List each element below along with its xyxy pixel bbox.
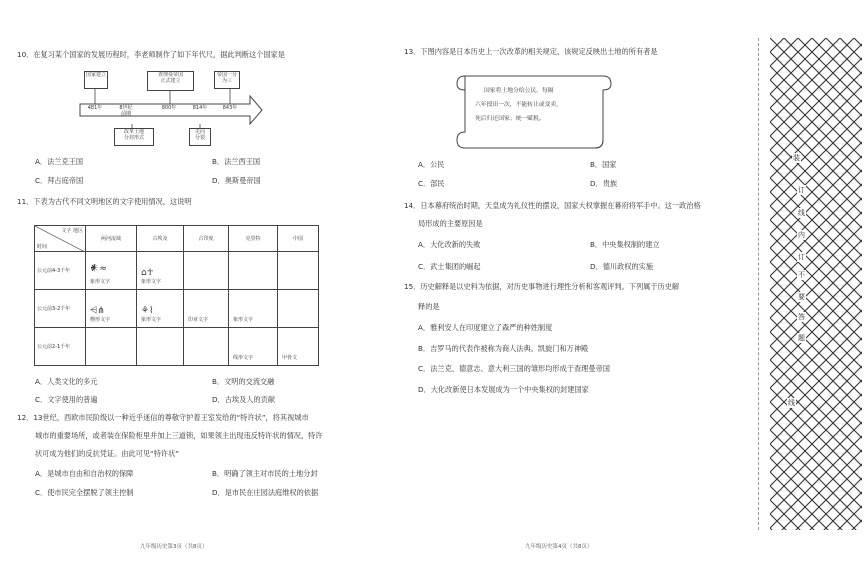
writing-table bbox=[34, 225, 319, 366]
q10-option-d: D．奥斯曼帝国 bbox=[212, 176, 261, 185]
header-cell: 古埃及 bbox=[137, 226, 184, 252]
q13-option-b: B．国家 bbox=[590, 160, 617, 169]
q12-line: 城市的重要场所，或者装在保险柜里并加上三道锁，如果领主出现违反特许状的情况，特许 bbox=[35, 431, 323, 440]
event-box-top: 国家建立 bbox=[84, 71, 108, 89]
script-cell: ⌂☥ 象形文字 bbox=[137, 252, 184, 290]
seal-char: 要 bbox=[798, 293, 805, 301]
binding-strip-pattern bbox=[770, 38, 862, 530]
script-cell: ⚘⌇ 象形文字 bbox=[137, 290, 184, 328]
year-label: 8世纪 前期 bbox=[119, 105, 133, 117]
q10-option-a: A．法兰克王国 bbox=[35, 157, 84, 166]
script-cell: 印章文字 bbox=[184, 290, 229, 328]
q12-option-c: C．使市民完全摆脱了领主控制 bbox=[35, 488, 134, 497]
scroll-text-line: 六年授田一次，不能转让或变卖， bbox=[475, 102, 562, 108]
q15-option-c: C．法兰克、德意志、意大利三国的雏形均形成于查理曼帝国 bbox=[418, 364, 610, 373]
script-cell bbox=[229, 252, 278, 290]
time-cell: 公元前3-2千年 bbox=[35, 290, 86, 328]
table-corner-cell bbox=[35, 226, 86, 252]
header-cell: 古印度 bbox=[184, 226, 229, 252]
header-region-label: 文字 地区 bbox=[61, 228, 83, 234]
q11-option-d: D．古埃及人的贡献 bbox=[212, 395, 276, 404]
seal-char: 答 bbox=[798, 313, 805, 321]
q15-option-d: D．大化改新使日本发展成为一个中央集权的封建国家 bbox=[418, 385, 589, 394]
script-cell: 𒀭≈ 象形文字 bbox=[86, 252, 137, 290]
table-row bbox=[35, 328, 319, 366]
q12-option-d: D．是市民在庄园法庭维权的依据 bbox=[212, 488, 319, 497]
scroll-text-line: 死后归还国家；统一赋税。 bbox=[475, 116, 545, 122]
table-row bbox=[35, 290, 319, 328]
q15-option-a: A．雅利安人在印度建立了森严的种姓制度 bbox=[418, 323, 553, 332]
script-cell bbox=[278, 252, 319, 290]
binding-line bbox=[758, 38, 760, 530]
event-box-top: 帝国一分为三 bbox=[214, 71, 240, 89]
event-box-top: 查理曼帝国 正式建立 bbox=[147, 71, 194, 91]
year-label: 800年 bbox=[161, 105, 177, 111]
script-cell: ⩤⋔ 楔形文字 bbox=[86, 290, 137, 328]
footer-left: 九年级历史第3页（共8页） bbox=[140, 544, 208, 550]
script-cell bbox=[184, 252, 229, 290]
q12-line: 12．13世纪，西欧市民阶级以一种近乎迷信的尊敬守护着王室发给的“特许状”，将其视城市 bbox=[17, 413, 309, 422]
q11-stem: 11．下表为古代不同文明地区的文字使用情况，这说明 bbox=[17, 197, 192, 206]
scroll-text-line: 国家将土地分给公民，每隔 bbox=[484, 88, 554, 94]
seal-char: 线 bbox=[798, 209, 805, 217]
script-cell: 甲骨文 bbox=[278, 328, 319, 366]
seal-char: 装 bbox=[793, 154, 800, 162]
event-box-bottom: 走向 分裂 bbox=[189, 128, 211, 146]
time-cell: 公元前2-1千年 bbox=[35, 328, 86, 366]
q12-option-b: B．明确了领主对市民的土地分封 bbox=[212, 469, 318, 478]
script-cell bbox=[278, 290, 319, 328]
hieroglyph-glyph-icon: ⌂☥ bbox=[141, 268, 154, 278]
seal-char: 不 bbox=[798, 271, 805, 279]
year-label: 814年 bbox=[192, 105, 208, 111]
q14-option-c: C．武士集团的崛起 bbox=[418, 262, 481, 271]
seal-char: 订 bbox=[798, 253, 805, 261]
q10-option-b: B．法兰西王国 bbox=[212, 157, 261, 166]
q11-option-b: B．文明的交流交融 bbox=[212, 377, 275, 386]
q11-option-c: C．文字使用的普遍 bbox=[35, 395, 98, 404]
q14-option-a: A．大化改新的失败 bbox=[418, 240, 481, 249]
scroll-image bbox=[455, 70, 615, 152]
q15-line: 释的是 bbox=[418, 302, 440, 311]
q12-line: 状可成为他们的反抗凭证。由此可见“特许状” bbox=[35, 449, 180, 458]
bird-glyph-icon: ⚘⌇ bbox=[141, 306, 154, 316]
script-cell bbox=[86, 328, 137, 366]
header-cell: 两河流域 bbox=[86, 226, 137, 252]
script-cell: 象形文字 bbox=[229, 290, 278, 328]
q13-stem: 13．下图内容是日本历史上一次改革的相关规定，该规定反映出土地的所有者是 bbox=[404, 47, 658, 56]
script-cell bbox=[184, 328, 229, 366]
q15-line: 15．历史解释是以史料为依据，对历史事物进行理性分析和客观评判。下列属于历史解 bbox=[404, 282, 680, 291]
cuneiform-glyph-icon: 𒀭≈ bbox=[90, 264, 107, 274]
year-label: 481年 bbox=[87, 105, 103, 111]
header-time-label: 时间 bbox=[37, 244, 48, 250]
table-row bbox=[35, 252, 319, 290]
wedge-glyph-icon: ⩤⋔ bbox=[90, 306, 105, 316]
q14-line: 局形成的主要原因是 bbox=[418, 219, 483, 228]
q14-line: 14．日本幕府统治时期，天皇成为礼仪性的摆设，国家大权掌握在幕府将军手中。这一政治格 bbox=[404, 201, 701, 210]
event-box-bottom: 改革土地 分封形式 bbox=[114, 128, 154, 146]
q15-option-b: B．吉罗马的代表作被称为商人法典。凯旋门和万神殿 bbox=[418, 344, 589, 353]
q10-stem: 10．在复习某个国家的发展历程时，李老师制作了如下年代尺，据此判断这个国家是 bbox=[17, 50, 285, 59]
q11-option-a: A．人类文化的多元 bbox=[35, 377, 98, 386]
q10-option-c: C．拜占庭帝国 bbox=[35, 176, 84, 185]
q13-option-a: A．公民 bbox=[418, 160, 445, 169]
script-cell: 线形文字 bbox=[229, 328, 278, 366]
seal-char: 内 bbox=[798, 231, 805, 239]
seal-char: 题 bbox=[798, 334, 805, 342]
seal-char: 订 bbox=[798, 186, 805, 194]
seal-char: 线 bbox=[788, 399, 795, 407]
header-cell: 克里特 bbox=[229, 226, 278, 252]
q13-option-d: D．贵族 bbox=[590, 179, 618, 188]
q13-option-c: C．部民 bbox=[418, 179, 445, 188]
footer-right: 九年级历史第4页（共8页） bbox=[525, 544, 593, 550]
q12-option-a: A．是城市自由和自治权的保障 bbox=[35, 469, 134, 478]
q14-option-b: B．中央集权制的建立 bbox=[590, 240, 660, 249]
year-label: 843年 bbox=[222, 105, 238, 111]
time-cell: 公元前4-3千年 bbox=[35, 252, 86, 290]
script-cell bbox=[137, 328, 184, 366]
q14-option-d: D．德川政权的实施 bbox=[590, 262, 654, 271]
header-cell: 中国 bbox=[278, 226, 319, 252]
